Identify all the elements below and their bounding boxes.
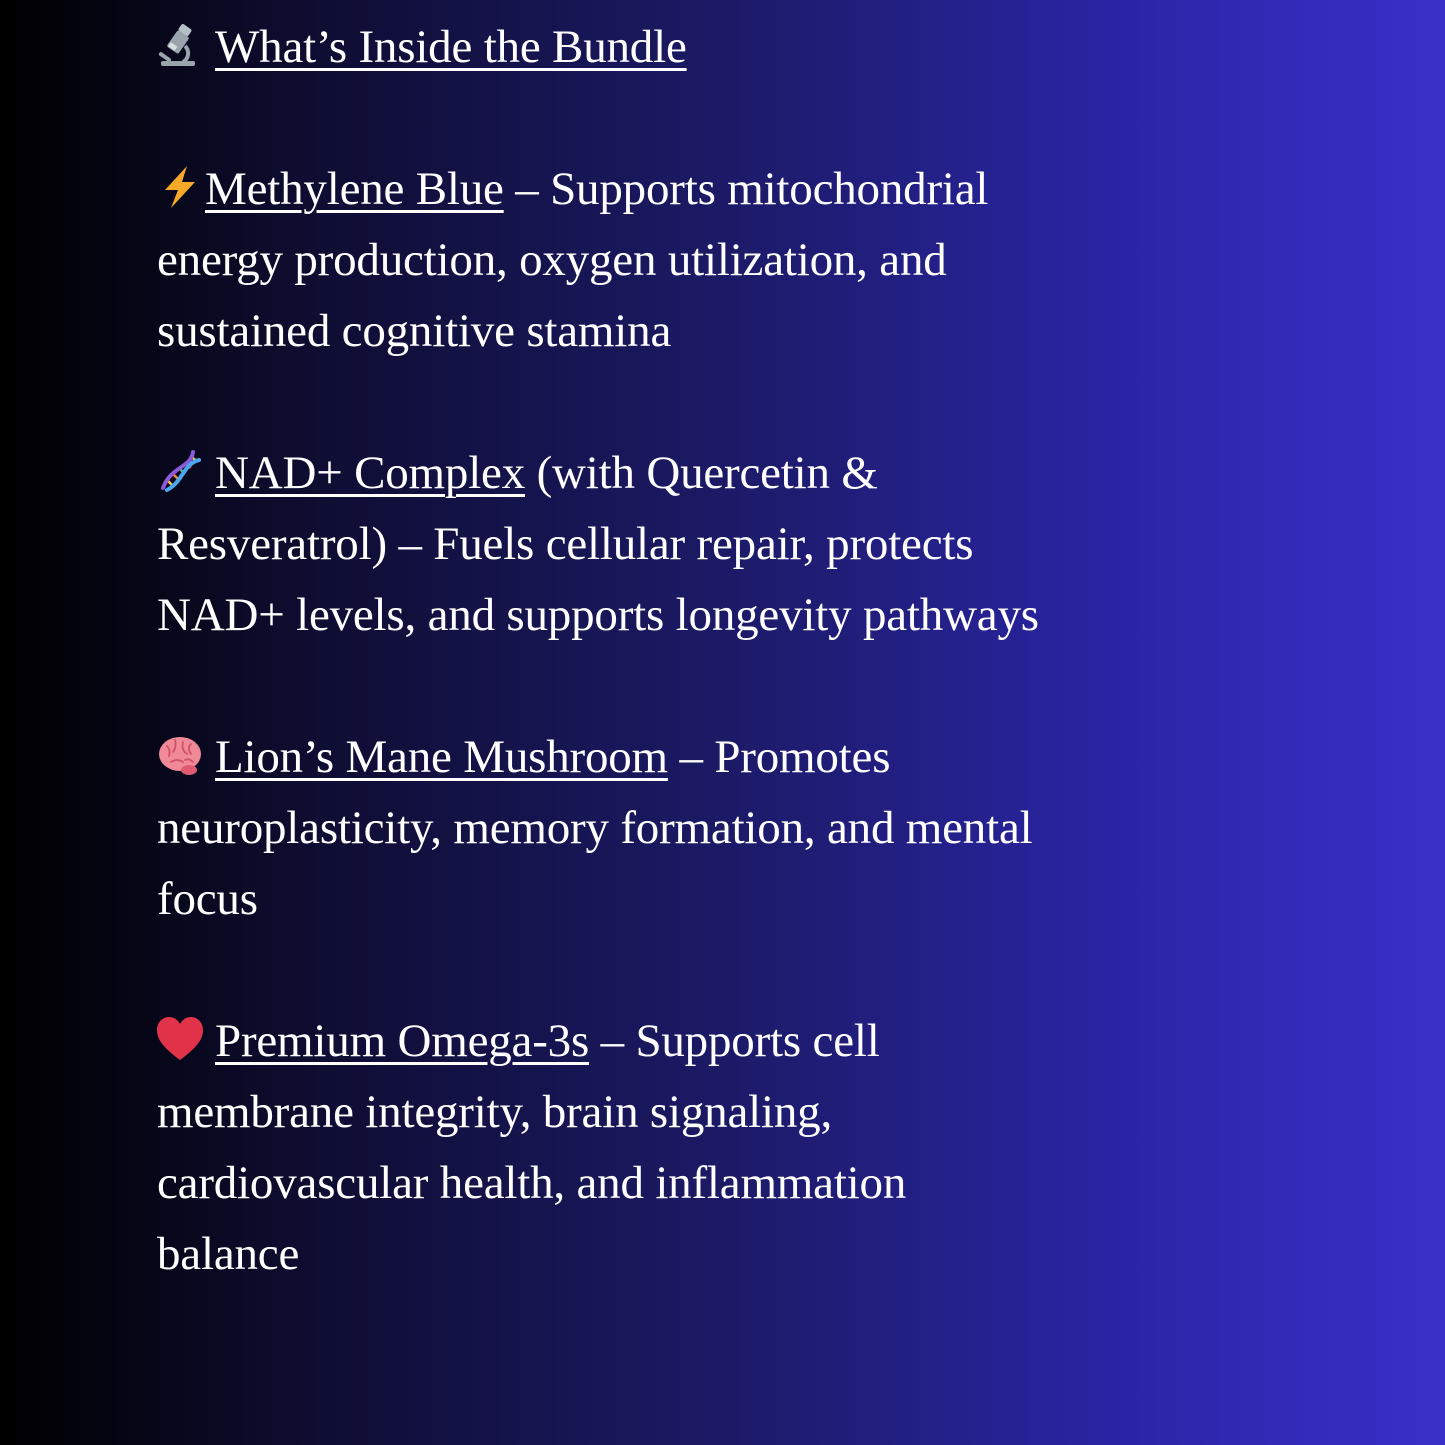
item-name: Methylene Blue (205, 163, 504, 215)
lightning-icon (157, 164, 205, 210)
bundle-item: Premium Omega-3s – Supports cell membrane integrity, brain signaling, cardiovascular health, and inflammation balance (157, 1015, 907, 1280)
bundle-item: Lion’s Mane Mushroom – Promotes neuroplasticity, memory formation, and mental focus (157, 731, 1033, 925)
item-name: Premium Omega-3s (215, 1015, 590, 1067)
brain-icon (157, 732, 203, 778)
item-name: Lion’s Mane Mushroom (215, 731, 668, 783)
bundle-item: Methylene Blue – Supports mitochondrial energy production, oxygen utilization, and sustained cognitive stamina (157, 163, 989, 357)
heading (157, 12, 1337, 83)
heading-title: What’s Inside the Bundle (215, 21, 687, 73)
microscope-icon (157, 22, 203, 68)
dna-icon (157, 448, 203, 494)
bundle-content (157, 12, 1337, 1290)
bundle-item: NAD+ Complex (with Quercetin & Resveratrol) – Fuels cellular repair, protects NAD+ levels, and supports longevity pathways (157, 447, 1039, 641)
heart-icon (157, 1016, 203, 1062)
item-name: NAD+ Complex (215, 447, 526, 499)
